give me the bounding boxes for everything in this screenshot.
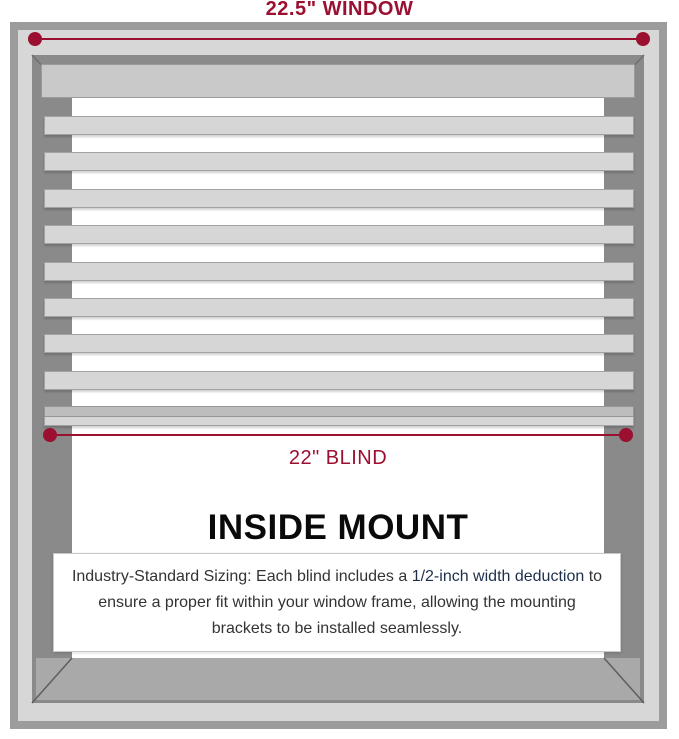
window-dimension-left-dot [28, 32, 42, 46]
info-text-end: to ensure a proper fit within your window frame, allowing the mounting brackets to be installed seamlessly. [98, 568, 603, 637]
blind-slat [44, 225, 634, 244]
sizing-info-box [53, 553, 621, 652]
blind-slat [44, 262, 634, 281]
blind-width-label: 22" BLIND [288, 447, 388, 469]
blind-slat [44, 334, 634, 353]
blind-slat [44, 371, 634, 390]
blind-slat [44, 116, 634, 135]
blind-slat [44, 189, 634, 208]
window-width-label: 22.5" WINDOW [265, 0, 414, 20]
info-text-start: Industry-Standard Sizing: Each blind includes a [71, 568, 412, 585]
info-text-emphasis: 1/2-inch width deduction [411, 568, 585, 585]
window-dimension-right-dot [636, 32, 650, 46]
blind-dimension-line [50, 434, 626, 436]
blind-bottom-rail [44, 406, 634, 417]
inside-mount-heading: INSIDE MOUNT [207, 508, 469, 547]
blind-slat [44, 152, 634, 171]
blind-dimension-right-dot [619, 428, 633, 442]
blind-dimension-left-dot [43, 428, 57, 442]
blind-slat [44, 298, 634, 317]
window-dimension-line [36, 38, 643, 40]
